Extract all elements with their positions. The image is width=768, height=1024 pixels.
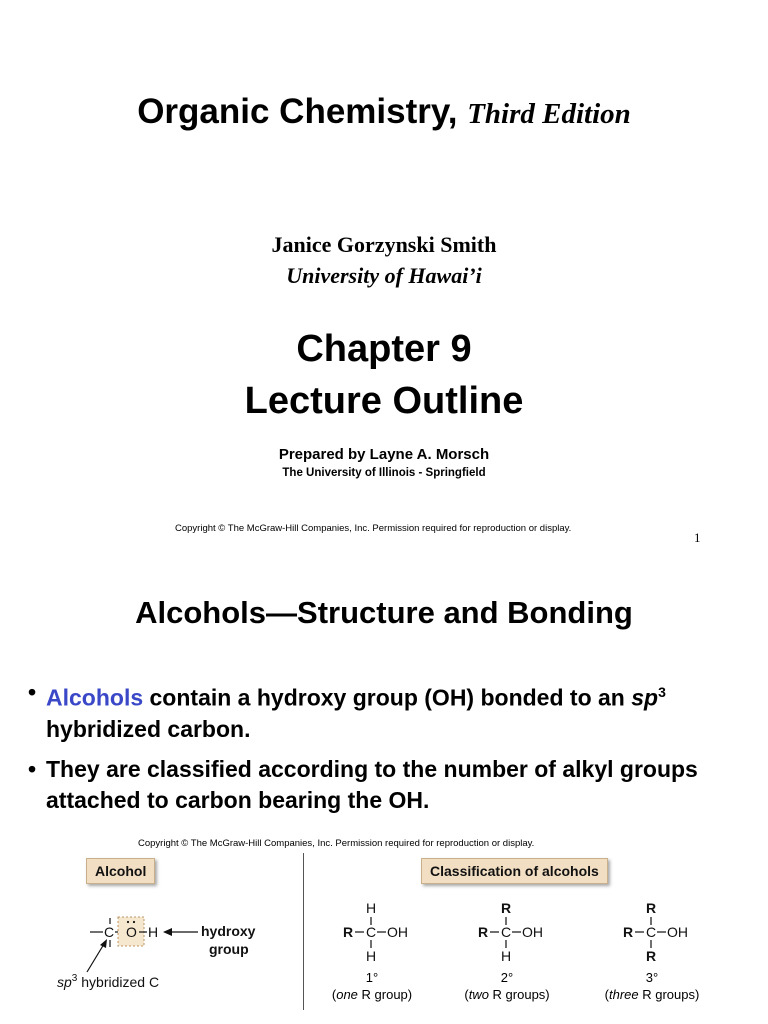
- copyright-notice: Copyright © The McGraw-Hill Companies, Inc. Permission required for reproduction or display.: [138, 838, 535, 849]
- svg-text:R: R: [646, 948, 657, 964]
- sp-superscript: 3: [658, 684, 666, 700]
- title-main: Organic Chemistry,: [137, 92, 458, 131]
- secondary-degree: 2°: [500, 970, 514, 985]
- svg-text:C: C: [501, 924, 512, 940]
- bullet-text: [46, 677, 758, 745]
- lecture-outline-heading: Lecture Outline: [244, 380, 524, 422]
- svg-text:H: H: [366, 900, 377, 916]
- primary-alcohol: [343, 900, 408, 964]
- bullet-text-part: hybridized carbon.: [46, 715, 251, 742]
- group-label: group: [209, 941, 249, 957]
- primary-degree: 1°: [365, 970, 379, 985]
- section-title: Alcohols—Structure and Bonding: [135, 595, 633, 630]
- carbon-atom: C: [104, 924, 115, 940]
- svg-text:R: R: [646, 900, 657, 916]
- alcohol-label: Alcohol: [86, 858, 155, 884]
- prepared-by: Prepared by Layne A. Morsch: [278, 446, 490, 463]
- oxygen-atom: O: [126, 924, 137, 940]
- svg-text:R: R: [478, 924, 489, 940]
- bullet-dot: •: [28, 756, 37, 782]
- slide-title: [0, 92, 768, 132]
- title-edition: Third Edition: [467, 98, 631, 130]
- svg-text:R: R: [501, 900, 512, 916]
- secondary-alcohol: [478, 900, 543, 964]
- svg-text:H: H: [501, 948, 512, 964]
- hydrogen-atom: H: [148, 924, 159, 940]
- hybridized-c-label: $sp^3$ hybridized C: [57, 973, 160, 990]
- svg-text:OH: OH: [387, 924, 408, 940]
- prepared-university: The University of Illinois - Springfield: [282, 467, 486, 479]
- author-university: University of Hawai’i: [286, 263, 482, 288]
- highlight-term: Alcohols: [46, 684, 144, 711]
- svg-text:C: C: [366, 924, 377, 940]
- author-name: Janice Gorzynski Smith: [271, 232, 497, 257]
- chapter-heading: Chapter 9: [296, 328, 472, 370]
- primary-caption: (one R group): [331, 987, 413, 1002]
- lone-pair: [133, 921, 135, 923]
- svg-text:R: R: [623, 924, 634, 940]
- tertiary-degree: 3°: [645, 970, 659, 985]
- alcohol-structure-figure: [0, 880, 768, 1024]
- svg-text:OH: OH: [667, 924, 688, 940]
- svg-text:OH: OH: [522, 924, 543, 940]
- lone-pair: [127, 921, 129, 923]
- tertiary-caption: (three R groups): [604, 987, 700, 1002]
- svg-text:H: H: [366, 948, 377, 964]
- hydroxy-label: hydroxy: [201, 923, 256, 939]
- copyright-notice: Copyright © The McGraw-Hill Companies, Inc. Permission required for reproduction or display.: [175, 523, 572, 534]
- bullet-dot: •: [28, 679, 37, 705]
- page-number: 1: [694, 530, 701, 545]
- secondary-caption: (two R groups): [464, 987, 550, 1002]
- svg-text:C: C: [646, 924, 657, 940]
- bullet-text: They are classified according to the number of alkyl groups attached to carbon bearing the OH.: [46, 756, 698, 813]
- tertiary-alcohol: [623, 900, 688, 964]
- classification-label: Classification of alcohols: [421, 858, 608, 884]
- sp-text: sp: [631, 684, 659, 711]
- bullet-text-part: contain a hydroxy group (OH) bonded to an: [143, 684, 632, 711]
- svg-text:R: R: [343, 924, 354, 940]
